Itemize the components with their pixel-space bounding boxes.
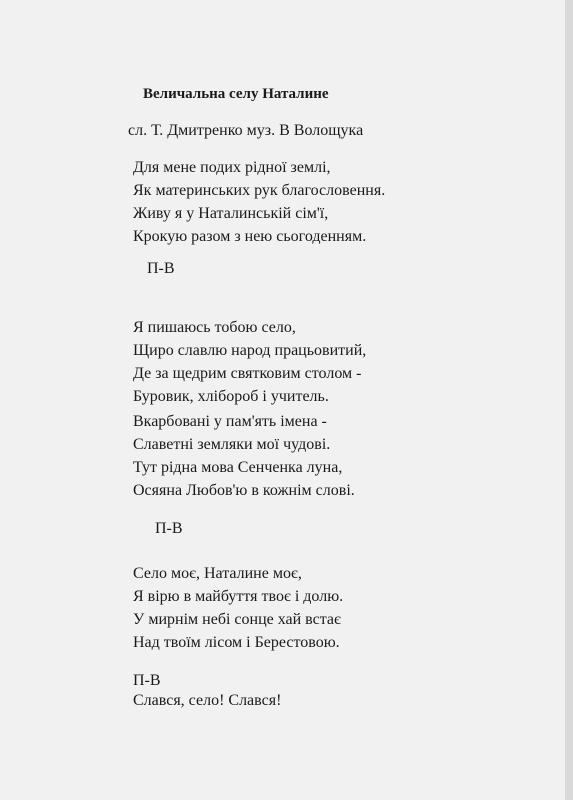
stanza-line: Осяяна Любов'ю в кожнім слові.	[133, 482, 355, 499]
stanza-line: Село моє, Наталине моє,	[133, 565, 302, 582]
refrain-marker-1: П-В	[147, 260, 175, 277]
stanza-line: Я вірю в майбуття твоє і долю.	[133, 588, 344, 605]
stanza-line: Як материнських рук благословення.	[133, 182, 386, 199]
stanza-line: Над твоїм лісом і Берестовою.	[133, 634, 340, 651]
stanza-line: У мирнім небі сонце хай встає	[133, 611, 341, 628]
refrain-marker-2: П-В	[155, 520, 183, 537]
stanza-4	[133, 562, 343, 654]
refrain-marker-3: П-В	[133, 672, 161, 689]
stanza-line: Тут рідна мова Сенченка луна,	[133, 459, 343, 476]
stanza-line: Вкарбовані у пам'ять імена -	[133, 413, 327, 430]
stanza-line: Я пишаюсь тобою село,	[133, 319, 296, 336]
song-title: Величальна селу Наталине	[143, 86, 329, 102]
stanza-line: Щиро славлю народ працьовитий,	[133, 342, 367, 359]
stanza-3	[133, 410, 355, 502]
stanza-2	[133, 316, 366, 408]
stanza-line: Славетні земляки мої чудові.	[133, 436, 331, 453]
stanza-line: Для мене подих рідної землі,	[133, 159, 331, 176]
song-ending: Слався, село! Слався!	[133, 692, 282, 709]
stanza-line: Живу я у Наталинській сім'ї,	[133, 205, 329, 222]
scan-edge	[565, 0, 573, 800]
song-credits: сл. Т. Дмитренко муз. В Волощука	[128, 122, 364, 139]
stanza-line: Крокую разом з нею сьогоденням.	[133, 228, 367, 245]
stanza-line: Буровик, хлібороб і учитель.	[133, 388, 329, 405]
stanza-1	[133, 156, 385, 248]
stanza-line: Де за щедрим святковим столом -	[133, 365, 362, 382]
